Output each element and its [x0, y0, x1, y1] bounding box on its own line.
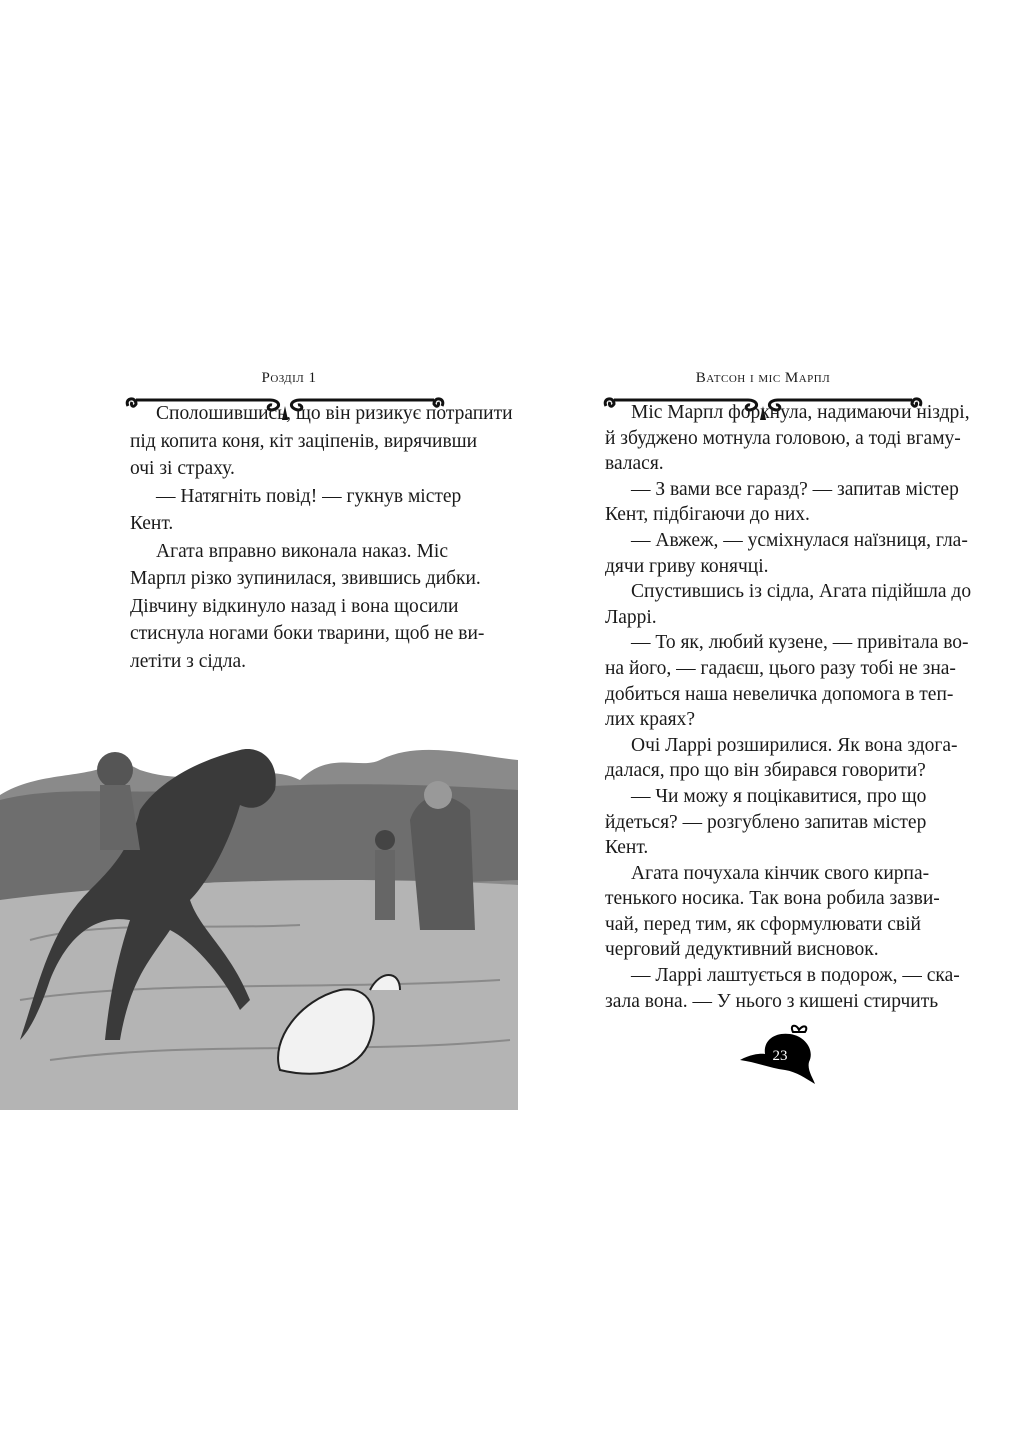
text-line: й збуджено мотнула головою, а тоді вгаму-: [605, 427, 961, 449]
text-line: — Натягніть повід! — гукнув містер: [156, 485, 462, 507]
running-head-left: Розділ 1: [261, 370, 317, 386]
text-line: Кент.: [130, 513, 174, 534]
text-line: Агата почухала кінчик свого кирпа-: [631, 862, 930, 884]
text-line: Кент, підбігаючи до них.: [605, 504, 810, 526]
left-body-text: [130, 400, 513, 675]
running-head-right: Ватсон і міс Марпл: [695, 370, 831, 386]
text-line: — Авжеж, — усміхнулася наїзниця, гла-: [631, 529, 968, 551]
text-line: Сполошившись, що він ризикує потрапити: [156, 403, 513, 424]
text-line: Міс Марпл форкнула, надимаючи ніздрі,: [631, 402, 970, 423]
text-line: очі зі страху.: [130, 458, 235, 479]
text-line: далася, про що він збирався говорити?: [605, 760, 926, 782]
text-line: стиснула ногами боки тварини, щоб не ви-: [130, 623, 485, 644]
text-line: під копита коня, кіт заціпенів, вирячивши: [130, 430, 478, 452]
page-number-badge: [735, 1022, 835, 1092]
text-line: на його, — гадаєш, цього разу тобі не зна-: [605, 657, 956, 679]
text-line: черговий дедуктивний висновок.: [605, 939, 879, 961]
text-line: Дівчину відкинуло назад і вона щосили: [130, 595, 459, 617]
text-line: дячи гриву конячці.: [605, 555, 769, 577]
text-line: добиться наша невеличка допомога в теп-: [605, 683, 954, 705]
text-line: зала вона. — У нього з кишені стирчить: [605, 990, 939, 1012]
text-line: — Ларрі лаштується в подорож, — ска-: [631, 965, 960, 987]
text-line: лих краях?: [605, 709, 696, 731]
text-line: летіти з сідла.: [130, 650, 246, 672]
text-line: йдеться? — розгублено запитав містер: [605, 811, 927, 833]
page-number: 23: [772, 1048, 788, 1064]
text-line: тенького носика. Так вона робила зазви-: [605, 888, 940, 910]
text-line: Ларрі.: [605, 606, 657, 628]
text-line: — То як, любий кузене, — привітала во-: [631, 632, 969, 654]
text-line: Спустившись із сідла, Агата підійшла до: [631, 581, 972, 603]
text-line: Марпл різко зупинилася, звившись дибки.: [130, 568, 481, 589]
right-body-text: [605, 400, 972, 1014]
text-line: — Чи можу я поцікавитися, про що: [631, 785, 927, 807]
text-line: валася.: [605, 453, 664, 475]
text-line: — З вами все гаразд? — запитав містер: [631, 478, 959, 500]
text-line: чай, перед тим, як сформулювати свій: [605, 913, 921, 935]
illustration-rearing-horse: [0, 700, 518, 1110]
text-line: Кент.: [605, 837, 649, 859]
text-line: Агата вправно виконала наказ. Міс: [156, 540, 448, 562]
text-line: Очі Ларрі розширилися. Як вона здога-: [631, 734, 958, 756]
